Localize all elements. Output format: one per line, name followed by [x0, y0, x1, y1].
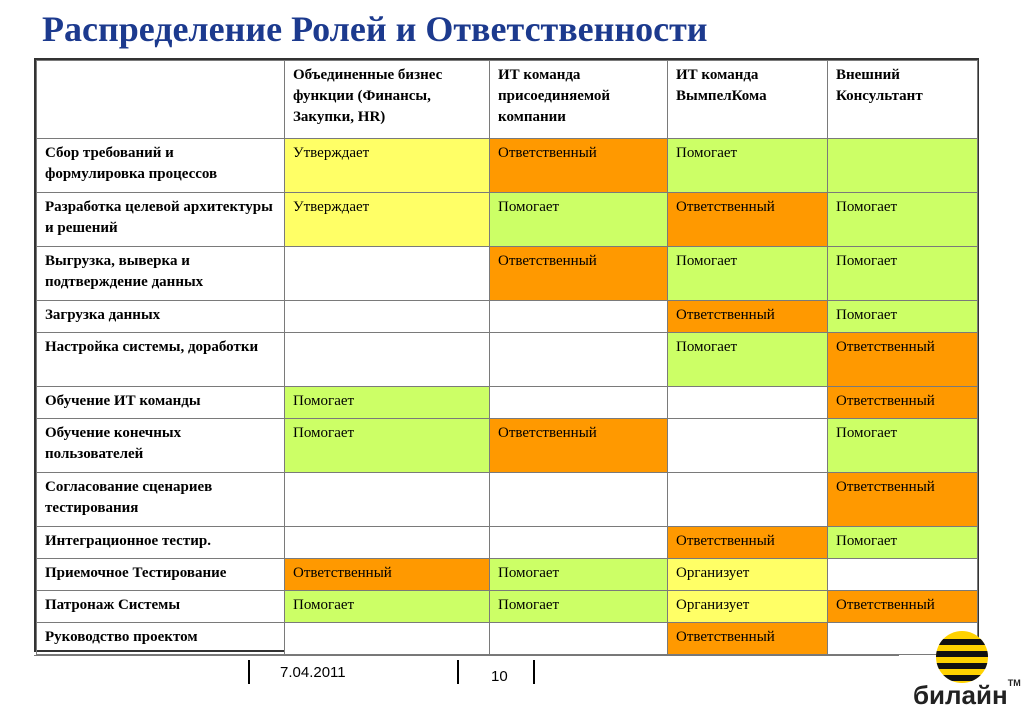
table-row	[37, 387, 978, 419]
role-cell: Помогает	[668, 247, 828, 301]
table-header-row	[37, 61, 978, 139]
role-cell: Организует	[668, 591, 828, 623]
role-cell: Помогает	[828, 301, 978, 333]
role-cell: Помогает	[668, 333, 828, 387]
row-label: Обучение конечных пользователей	[37, 419, 285, 473]
role-cell	[285, 301, 490, 333]
role-cell: Помогает	[490, 591, 668, 623]
table-row	[37, 247, 978, 301]
role-cell: Помогает	[828, 419, 978, 473]
row-label: Сбор требований и формулировка процессов	[37, 139, 285, 193]
footer-page-number: 10	[491, 668, 508, 685]
beeline-logo-text	[913, 680, 1021, 711]
page-title: Распределение Ролей и Ответственности	[42, 9, 708, 49]
header-cell-it-vimpelcom: ИТ команда ВымпелКома	[668, 61, 828, 139]
header-cell-it-acquired: ИТ команда присоединяемой компании	[490, 61, 668, 139]
role-cell: Помогает	[285, 419, 490, 473]
role-cell: Помогает	[828, 527, 978, 559]
role-cell	[668, 473, 828, 527]
row-label: Выгрузка, выверка и подтверждение данных	[37, 247, 285, 301]
role-cell	[285, 473, 490, 527]
table-row	[37, 333, 978, 387]
role-cell	[828, 139, 978, 193]
role-cell	[285, 527, 490, 559]
header-cell-corner	[37, 61, 285, 139]
roles-table	[36, 60, 978, 655]
role-cell	[490, 301, 668, 333]
role-cell: Организует	[668, 559, 828, 591]
table-row	[37, 623, 978, 655]
role-cell: Помогает	[285, 387, 490, 419]
role-cell	[828, 559, 978, 591]
role-cell: Помогает	[828, 193, 978, 247]
role-cell: Ответственный	[490, 419, 668, 473]
footer-divider	[34, 655, 899, 656]
role-cell: Помогает	[668, 139, 828, 193]
role-cell: Утверждает	[285, 193, 490, 247]
role-cell: Ответственный	[828, 473, 978, 527]
table-row	[37, 527, 978, 559]
role-cell: Ответственный	[668, 527, 828, 559]
role-cell: Ответственный	[285, 559, 490, 591]
row-label: Приемочное Тестирование	[37, 559, 285, 591]
row-label: Патронаж Системы	[37, 591, 285, 623]
table-row	[37, 193, 978, 247]
role-cell	[668, 419, 828, 473]
role-cell: Помогает	[285, 591, 490, 623]
row-label: Интеграционное тестир.	[37, 527, 285, 559]
role-cell: Ответственный	[490, 247, 668, 301]
logo-wordmark: билайн	[913, 680, 1008, 710]
table-row	[37, 559, 978, 591]
row-label: Согласование сценариев тестирования	[37, 473, 285, 527]
role-cell: Ответственный	[490, 139, 668, 193]
role-cell: Помогает	[490, 559, 668, 591]
header-cell-business: Объединенные бизнес функции (Финансы, Закупки, HR)	[285, 61, 490, 139]
role-cell	[490, 623, 668, 655]
footer-date: 7.04.2011	[280, 664, 346, 681]
footer-separator	[248, 660, 250, 684]
role-cell	[490, 473, 668, 527]
row-label: Настройка системы, доработки	[37, 333, 285, 387]
footer-separator	[533, 660, 535, 684]
row-label: Руководство проектом	[37, 623, 285, 655]
row-label: Разработка целевой архитектуры и решений	[37, 193, 285, 247]
role-cell	[668, 387, 828, 419]
role-cell	[490, 527, 668, 559]
role-cell: Ответственный	[668, 193, 828, 247]
table-row	[37, 419, 978, 473]
row-label: Загрузка данных	[37, 301, 285, 333]
role-cell: Ответственный	[828, 333, 978, 387]
footer-separator	[457, 660, 459, 684]
role-cell	[285, 247, 490, 301]
role-cell	[490, 333, 668, 387]
role-cell: Помогает	[828, 247, 978, 301]
table-row	[37, 591, 978, 623]
role-cell: Утверждает	[285, 139, 490, 193]
role-cell	[490, 387, 668, 419]
logo-trademark: ТМ	[1007, 678, 1021, 688]
role-cell	[285, 623, 490, 655]
role-cell: Ответственный	[828, 387, 978, 419]
role-cell: Помогает	[490, 193, 668, 247]
role-cell: Ответственный	[668, 623, 828, 655]
role-cell: Ответственный	[828, 591, 978, 623]
role-cell: Ответственный	[668, 301, 828, 333]
row-label: Обучение ИТ команды	[37, 387, 285, 419]
table-row	[37, 139, 978, 193]
role-cell	[285, 333, 490, 387]
table-row	[37, 301, 978, 333]
table-row	[37, 473, 978, 527]
header-cell-consultant: Внешний Консультант	[828, 61, 978, 139]
beeline-logo-icon	[935, 630, 989, 684]
